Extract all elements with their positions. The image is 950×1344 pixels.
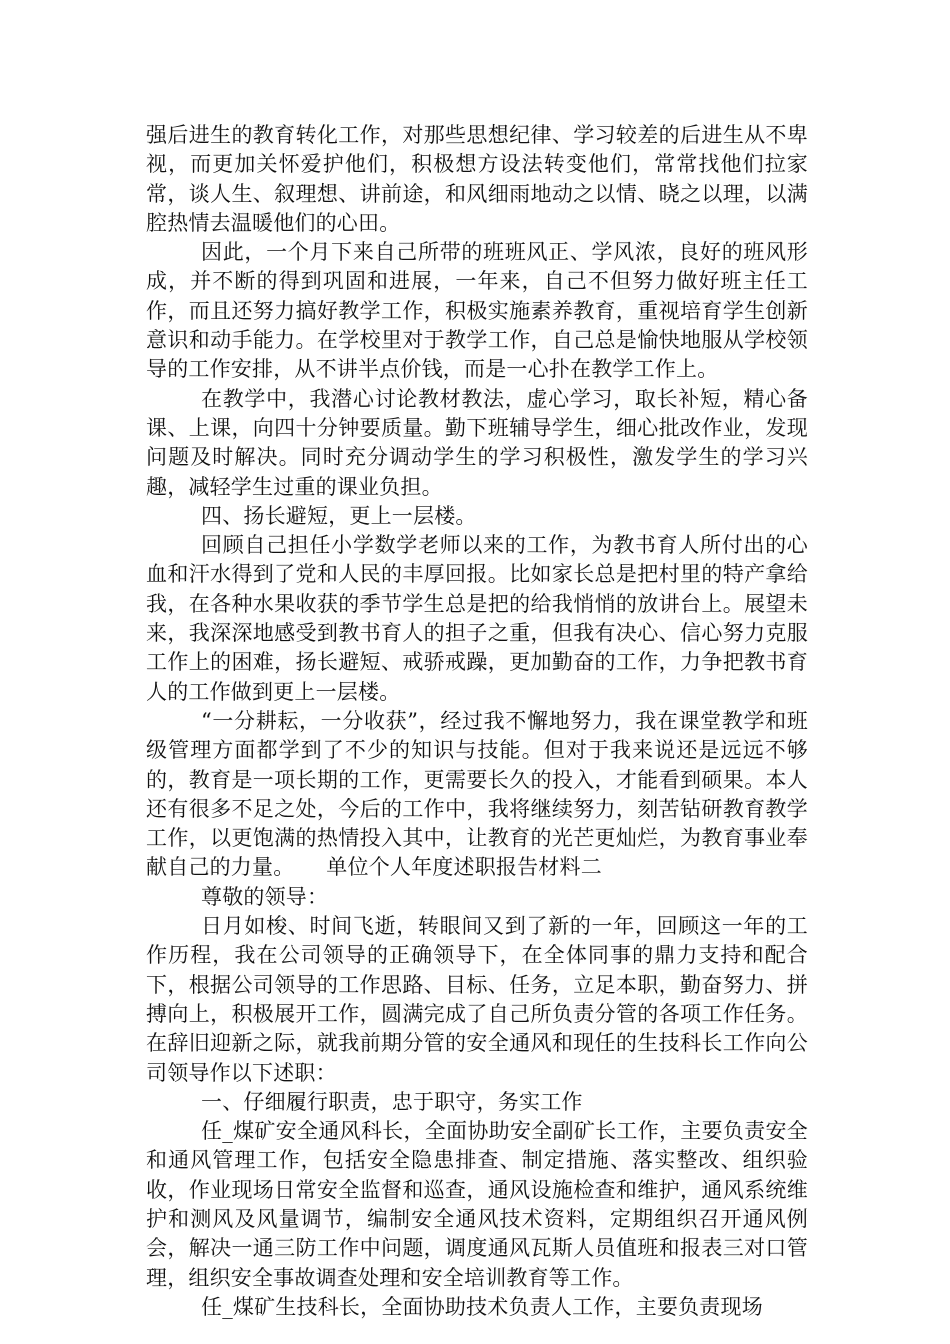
paragraph-11: 任_煤矿生技科长，全面协助技术负责人工作，主要负责现场 bbox=[201, 1294, 763, 1319]
section-heading-4: 四、扬长避短，更上一层楼。 bbox=[201, 503, 477, 528]
paragraph-1: 强后进生的教育转化工作，对那些思想纪律、学习较差的后进生从不卑视，而更加关怀爱护他们，积极想方设法转变他们，常常找他们拉家常，谈人生、叙理想、讲前途，和风细雨地动之以情、晓之以理，以满腔热情去温暖他们的心田。 bbox=[146, 123, 808, 235]
document-body bbox=[146, 121, 808, 1322]
section-heading-1: 一、仔细履行职责，忠于职守，务实工作 bbox=[201, 1089, 583, 1114]
paragraph-2: 因此，一个月下来自己所带的班班风正、学风浓，良好的班风形成，并不断的得到巩固和进展，一年来，自己不但努力做好班主任工作，而且还努力搞好教学工作，积极实施素养教育，重视培育学生创新意识和动手能力。在学校里对于教学工作，自己总是愉快地服从学校领导的工作安排，从不讲半点价钱，而是一心扑在教学工作上。 bbox=[146, 240, 808, 382]
paragraph-8: 日月如梭、时间飞逝，转眼间又到了新的一年，回顾这一年的工作历程，我在公司领导的正确领导下，在全体同事的鼎力支持和配合下，根据公司领导的工作思路、目标、任务，立足本职，勤奋努力、拼搏向上，积极展开工作，圆满完成了自己所负责分管的各项工作任务。在辞旧迎新之际，就我前期分管的安全通风和现任的生技科长工作向公司领导作以下述职： bbox=[146, 914, 808, 1085]
paragraph-5: 回顾自己担任小学数学老师以来的工作，为教书育人所付出的心血和汗水得到了党和人民的丰厚回报。比如家长总是把村里的特产拿给我，在各种水果收获的季节学生总是把的给我悄悄的放讲台上。展望未来，我深深地感受到教书育人的担子之重，但我有决心、信心努力克服工作上的困难，扬长避短、戒骄戒躁，更加勤奋的工作，力争把教书育人的工作做到更上一层楼。 bbox=[146, 533, 808, 704]
salutation: 尊敬的领导： bbox=[201, 884, 329, 909]
paragraph-3: 在教学中，我潜心讨论教材教法，虚心学习，取长补短，精心备课、上课，向四十分钟要质量。勤下班辅导学生，细心批改作业，发现问题及时解决。同时充分调动学生的学习积极性，激发学生的学习兴趣，减轻学生过重的课业负担。 bbox=[146, 386, 808, 499]
paragraph-6: “一分耕耘，一分收获”，经过我不懈地努力，我在课堂教学和班级管理方面都学到了不少的知识与技能。但对于我来说还是远远不够的，教育是一项长期的工作，更需要长久的投入，才能看到硕果。本人还有很多不足之处，今后的工作中，我将继续努力，刻苦钻研教育教学工作，以更饱满的热情投入其中，让教育的光芒更灿烂，为教育事业奉献自己的力量。 单位个人年度述职报告材料二 bbox=[146, 708, 808, 880]
paragraph-10: 任_煤矿安全通风科长，全面协助安全副矿长工作，主要负责安全和通风管理工作，包括安全隐患排查、制定措施、落实整改、组织验收，作业现场日常安全监督和巡查，通风设施检查和维护，通风系统维护和测风及风量调节，编制安全通风技术资料，定期组织召开通风例会，解决一通三防工作中问题，调度通风瓦斯人员值班和报表三对口管理，组织安全事故调查处理和安全培训教育等工作。 bbox=[146, 1119, 808, 1290]
